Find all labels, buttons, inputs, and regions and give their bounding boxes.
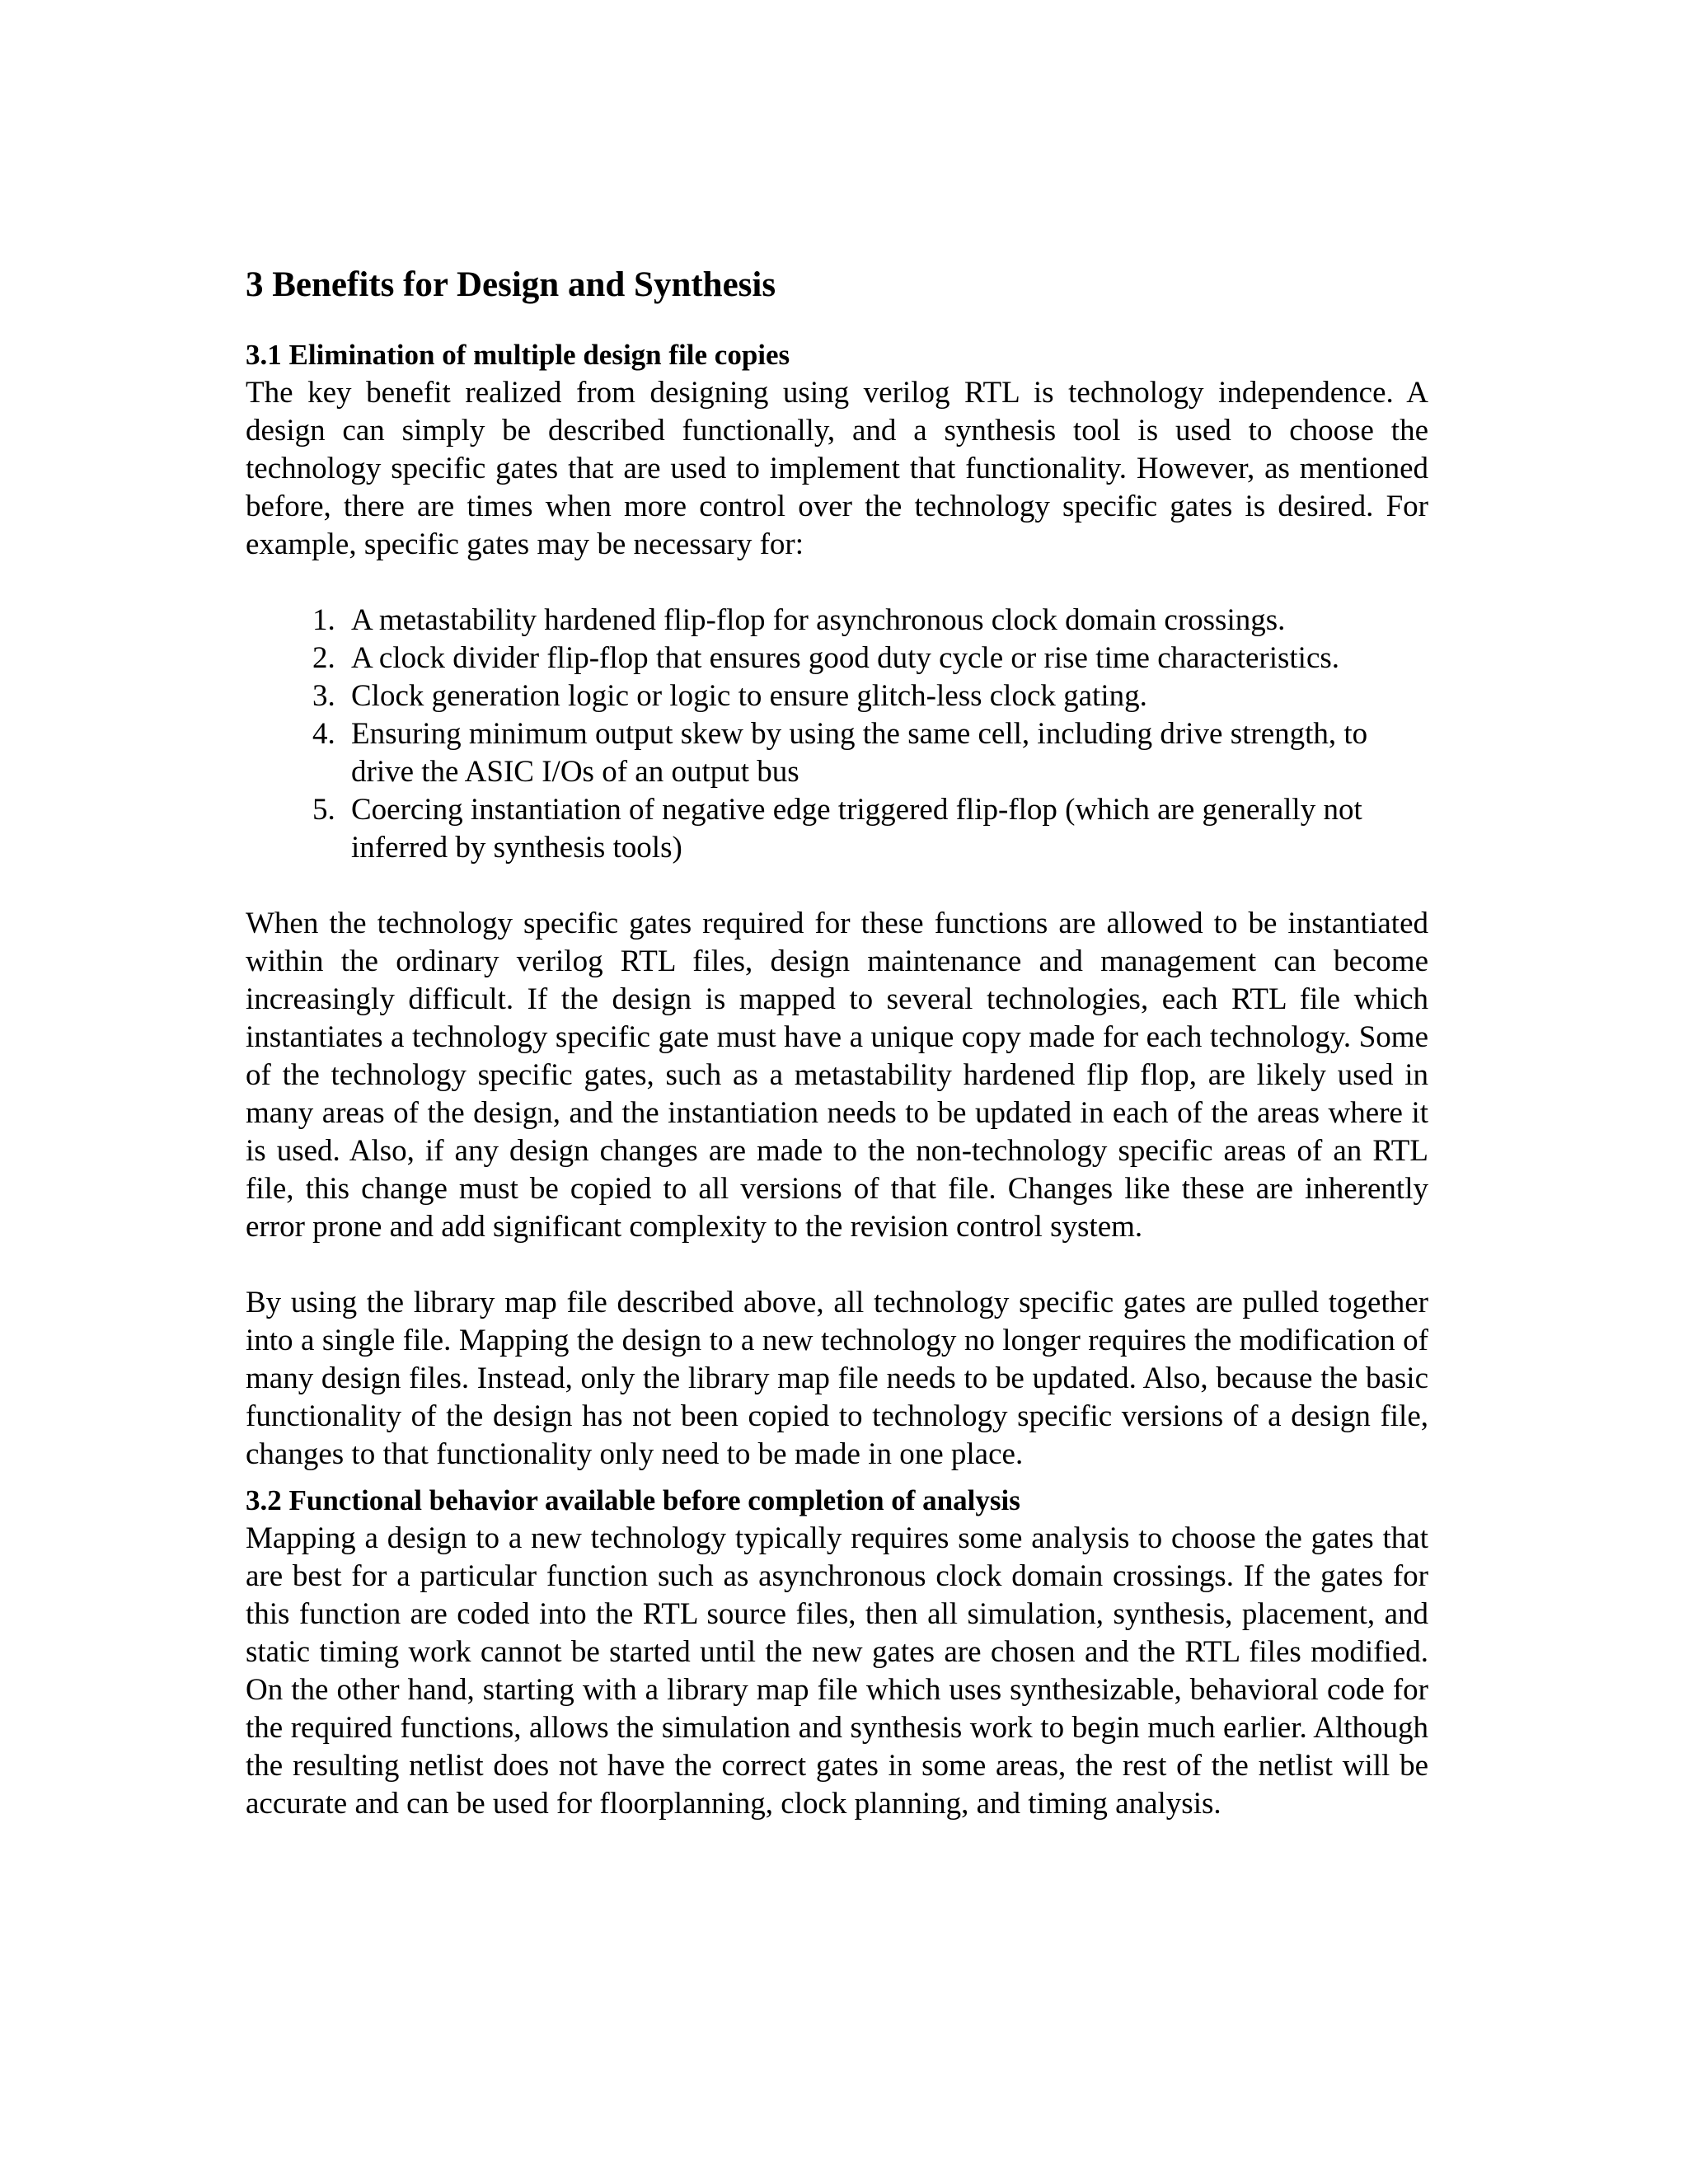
list-item: 3. Clock generation logic or logic to ensure glitch-less clock gating.: [343, 677, 1428, 715]
document-page: [246, 264, 1428, 1823]
list-item: 2. A clock divider flip-flop that ensures good duty cycle or rise time characteristics.: [343, 640, 1428, 677]
section-3-1-paragraph-3: By using the library map file described above, all technology specific gates are pulled together into a single file. Mapping the design to a new technology no longer requires the modification of many design files. Instead, only the library map file needs to be updated. Also, because the basic functionality of the design has not been copied to technology specific versions of a design file, changes to that functionality only need to be made in one place.: [246, 1285, 1428, 1471]
section-3-1-intro: The key benefit realized from designing using verilog RTL is technology independence. A design can simply be described functionally, and a synthesis tool is used to choose the technology specific gates that are used to implement that functionality. However, as mentioned before, there are times when more control over the technology specific gates is desired. For example, specific gates may be necessary for:: [246, 375, 1428, 561]
section-3-2-title: 3.2 Functional behavior available before completion of analysis: [246, 1483, 1020, 1516]
section-3-1: [246, 336, 1428, 1474]
section-3-1-title: 3.1 Elimination of multiple design file copies: [246, 338, 790, 371]
section-3-2: [246, 1482, 1428, 1823]
chapter-heading: 3 Benefits for Design and Synthesis: [246, 265, 776, 304]
list-item: 5. Coercing instantiation of negative edge triggered flip-flop (which are generally not inferred by synthesis tools): [343, 791, 1428, 867]
section-3-2-paragraph-1: Mapping a design to a new technology typically requires some analysis to choose the gates that are best for a particular function such as asynchronous clock domain crossings. If the gates for this function are coded into the RTL source files, then all simulation, synthesis, placement, and static timing work cannot be started until the new gates are chosen and the RTL files modified. On the other hand, starting with a library map file which uses synthesizable, behavioral code for the required functions, allows the simulation and synthesis work to begin much earlier. Although the resulting netlist does not have the correct gates in some areas, the rest of the netlist will be accurate and can be used for floorplanning, clock planning, and timing analysis.: [246, 1521, 1428, 1821]
gate-requirements-list: [246, 602, 1428, 867]
section-3-1-paragraph-2: When the technology specific gates required for these functions are allowed to be instantiated within the ordinary verilog RTL files, design maintenance and management can become increasingly difficult. If the design is mapped to several technologies, each RTL file which instantiates a technology specific gate must have a unique copy made for each technology. Some of the technology specific gates, such as a metastability hardened flip flop, are likely used in many areas of the design, and the instantiation needs to be updated in each of the areas where it is used. Also, if any design changes are made to the non-technology specific areas of an RTL file, this change must be copied to all versions of that file. Changes like these are inherently error prone and add significant complexity to the revision control system.: [246, 906, 1428, 1244]
list-item: 1. A metastability hardened flip-flop for asynchronous clock domain crossings.: [343, 602, 1428, 640]
list-item: 4. Ensuring minimum output skew by using the same cell, including drive strength, to drive the ASIC I/Os of an output bus: [343, 715, 1428, 791]
